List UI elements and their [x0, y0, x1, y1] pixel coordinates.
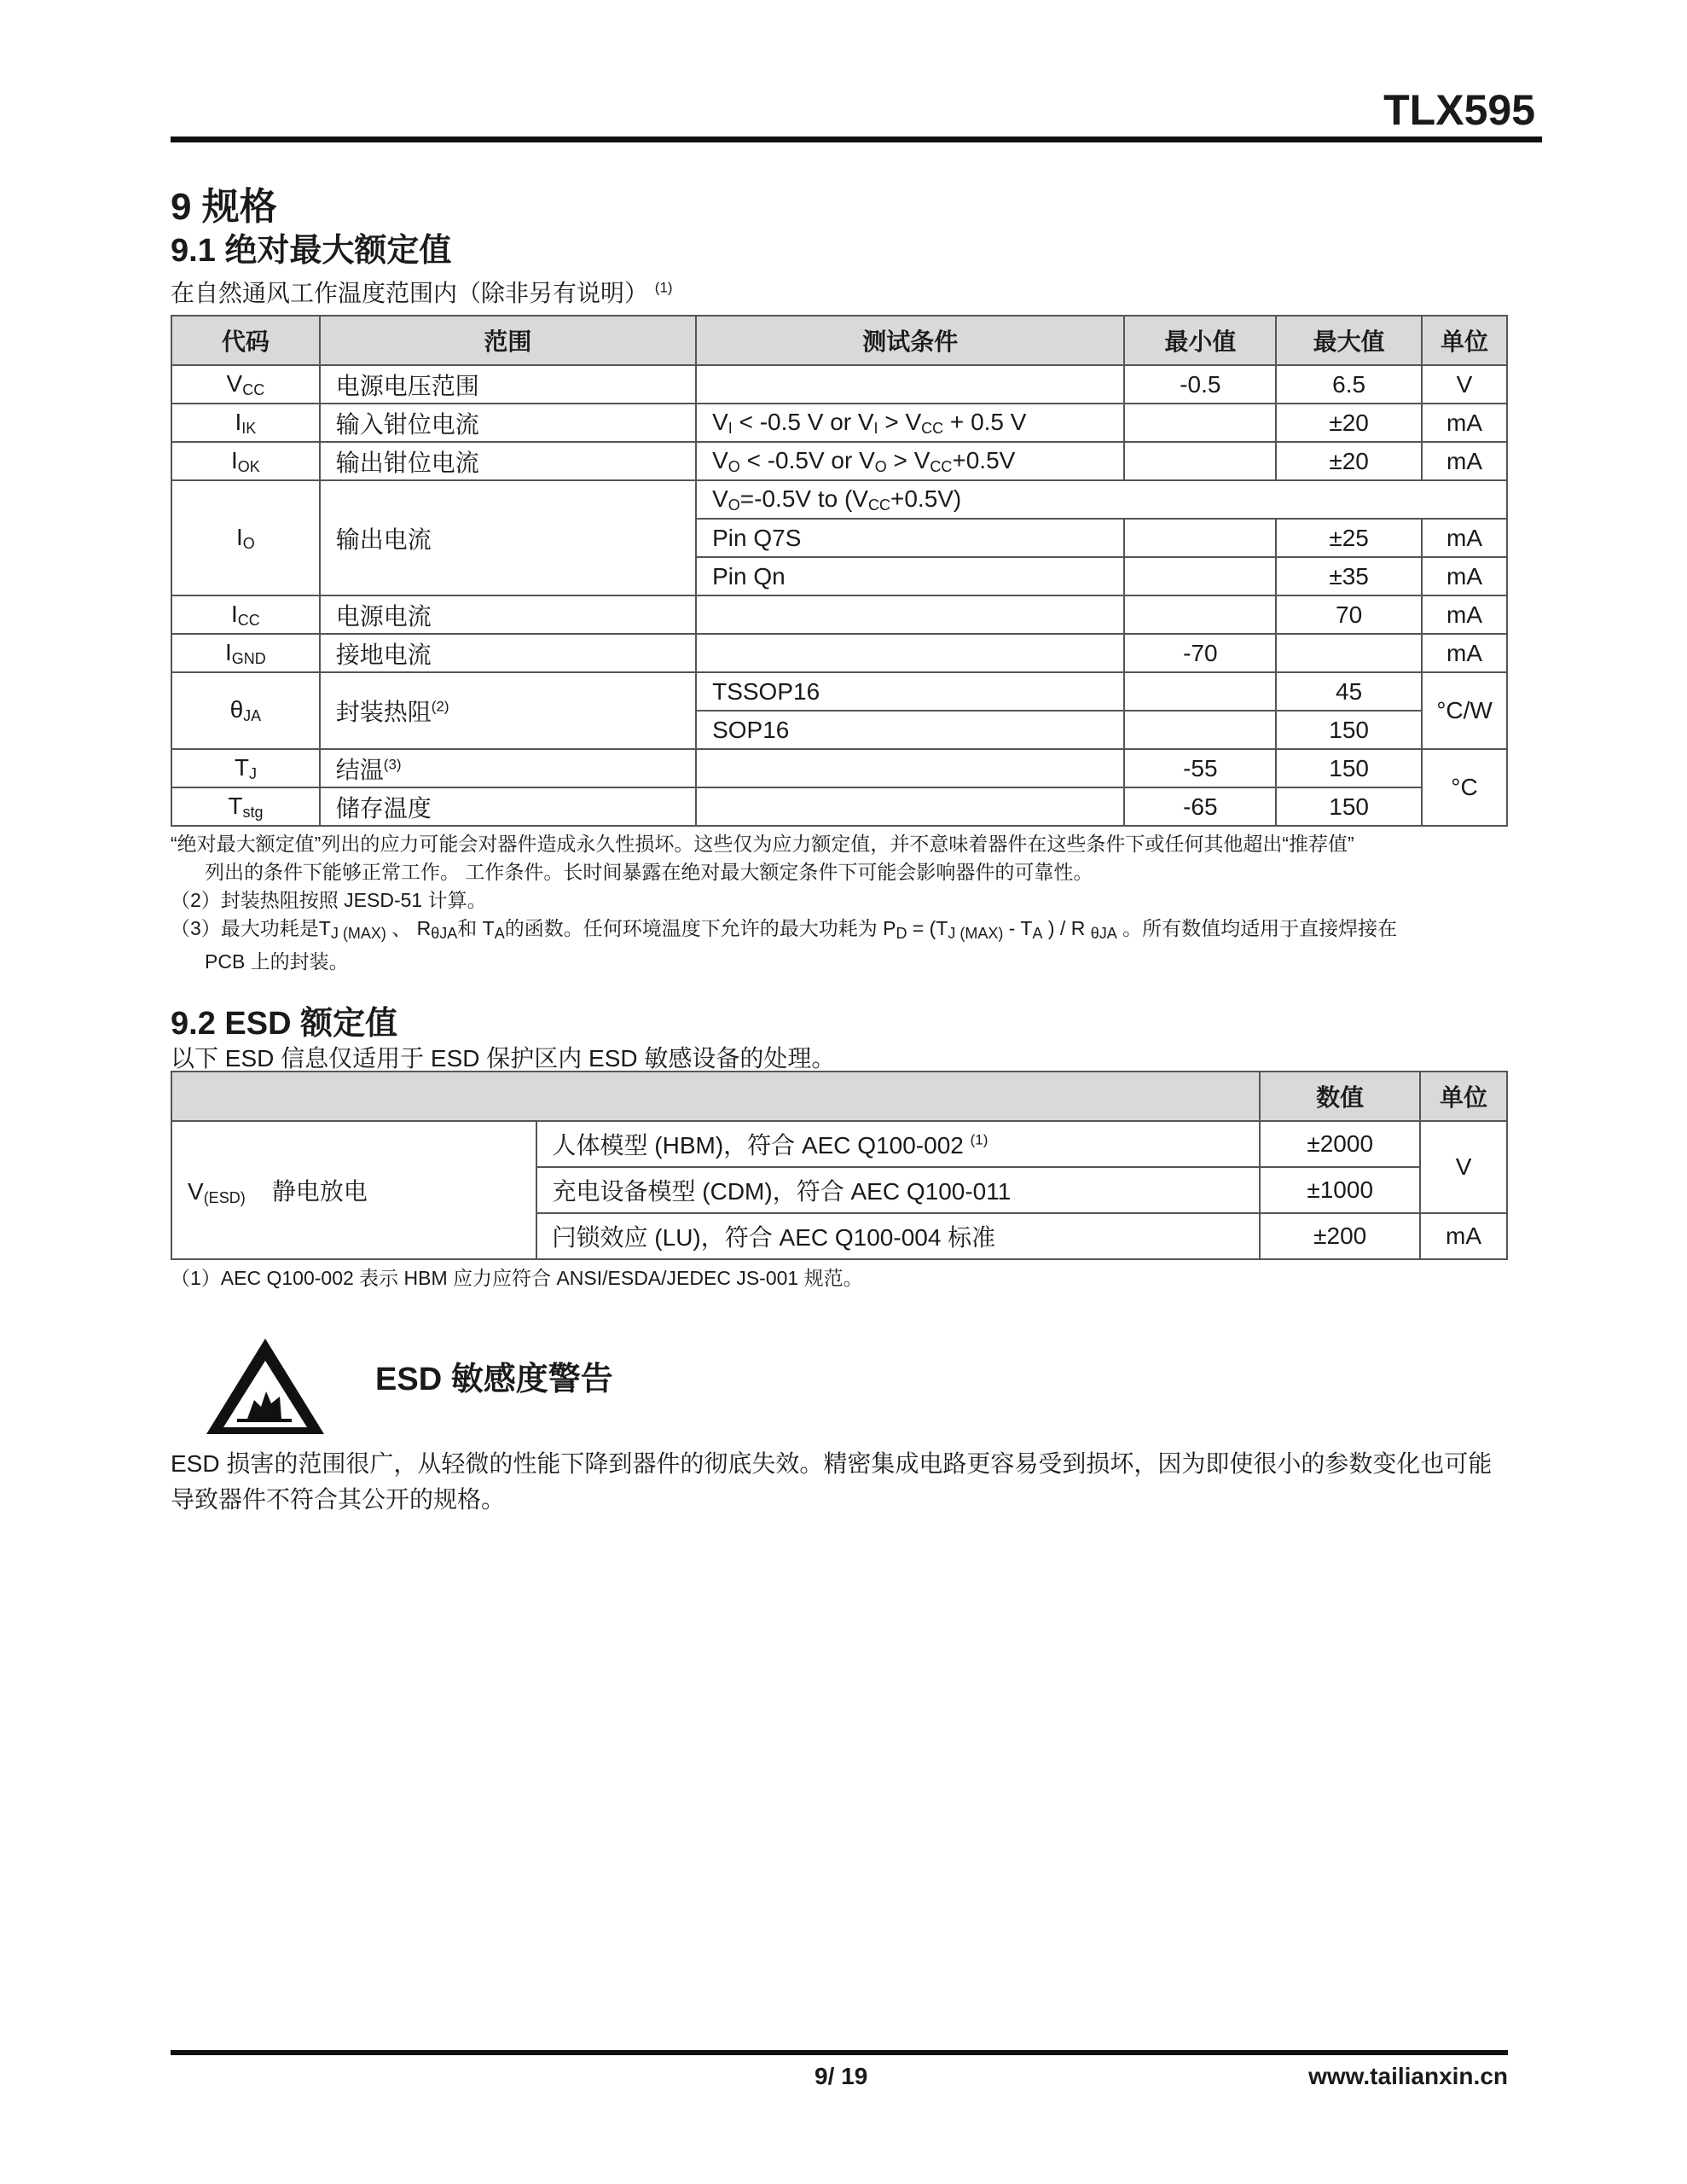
symbol-cell: $\theta_{JA}$ — [171, 672, 320, 749]
table-row — [171, 480, 1507, 519]
unit-cell: V — [1422, 365, 1507, 404]
parameter-name: 接地电流 — [320, 634, 696, 672]
document-part-number: TLX595 — [1383, 86, 1535, 134]
unit-cell: V — [1420, 1121, 1507, 1213]
parameter-name: 储存温度 — [320, 787, 696, 826]
table-caption: 以下 ESD 信息仅适用于 ESD 保护区内 ESD 敏感设备的处理。 — [171, 1045, 836, 1072]
max-cell: 70 — [1276, 595, 1422, 634]
page-number: 9/ 19 — [815, 2063, 868, 2089]
table-row — [171, 1121, 1507, 1167]
header-range: 范围 — [320, 316, 696, 365]
parameter-name: 输出电流 — [320, 480, 696, 595]
symbol-cell: $T_J$ — [171, 749, 320, 787]
parameter-name: 电源电流 — [320, 595, 696, 634]
footnote-1-cont: 列出的条件下能够正常工作。 工作条件。长时间暴露在绝对最大额定条件下可能会影响器件的可靠性。 — [205, 861, 1093, 883]
max-cell: ±20 — [1276, 404, 1422, 442]
condition-cell — [696, 634, 1124, 672]
table-row — [171, 365, 1507, 404]
min-cell — [1124, 442, 1276, 480]
header-rule — [171, 136, 1542, 142]
table-caption — [171, 275, 673, 309]
min-cell: -55 — [1124, 749, 1276, 787]
symbol-cell: $I_{IK}$ — [171, 404, 320, 442]
max-cell: 6.5 — [1276, 365, 1422, 404]
header-min: 最小值 — [1124, 316, 1276, 365]
symbol-cell: $I_O$ — [171, 480, 320, 595]
warning-title: ESD 敏感度警告 — [375, 1362, 613, 1397]
value-cell: ±2000 — [1260, 1121, 1420, 1167]
unit-cell: mA — [1422, 442, 1507, 480]
max-cell: ±25 — [1276, 519, 1422, 557]
caption-text: 在自然通风工作温度范围内（除非另有说明） — [171, 280, 649, 306]
website-url: www.tailianxin.cn — [1308, 2063, 1508, 2089]
unit-cell: mA — [1420, 1213, 1507, 1259]
min-cell: -0.5 — [1124, 365, 1276, 404]
min-cell — [1124, 711, 1276, 749]
header-unit: 单位 — [1422, 316, 1507, 365]
condition-cell: Pin Q7S — [696, 519, 1124, 557]
max-cell: 150 — [1276, 787, 1422, 826]
footnote-2: （2）封装热阻按照 JESD-51 计算。 — [171, 889, 487, 911]
condition-cell: $V_O=-0.5V$ to $(V_{CC}+0.5V)$ — [696, 480, 1507, 519]
table-row — [171, 749, 1507, 787]
symbol-cell: $I_{CC}$ — [171, 595, 320, 634]
condition-cell — [696, 749, 1124, 787]
condition-cell: $V_O < -0.5V$ or $V_O > V_{CC}+0.5V$ — [696, 442, 1124, 480]
table-row — [171, 634, 1507, 672]
esd-sensitive-icon — [203, 1335, 328, 1438]
unit-cell: mA — [1422, 557, 1507, 595]
footnote-3-cont: PCB 上的封装。 — [205, 950, 349, 973]
value-cell: ±200 — [1260, 1213, 1420, 1259]
footer-rule — [171, 2050, 1508, 2055]
table-footnote: （1）AEC Q100-002 表示 HBM 应力应符合 ANSI/ESDA/JEDEC JS-001 规范。 — [171, 1267, 863, 1289]
header-value: 数值 — [1260, 1072, 1420, 1121]
table-header-row — [171, 1072, 1507, 1121]
header-condition: 测试条件 — [696, 316, 1124, 365]
condition-cell — [696, 595, 1124, 634]
header-blank — [171, 1072, 1260, 1121]
table-row — [171, 404, 1507, 442]
max-cell: 150 — [1276, 711, 1422, 749]
parameter-name: 输出钳位电流 — [320, 442, 696, 480]
max-cell: ±35 — [1276, 557, 1422, 595]
condition-cell: SOP16 — [696, 711, 1124, 749]
esd-ratings-table — [171, 1071, 1508, 1260]
parameter-name: 封装热阻$^{(2)}$ — [320, 672, 696, 749]
condition-cell: 闩锁效应 (LU)，符合 AEC Q100-004 标准 — [536, 1213, 1261, 1259]
warning-text: ESD 损害的范围很广，从轻微的性能下降到器件的彻底失效。精密集成电路更容易受到损坏，因为即使很小的参数变化也可能导致器件不符合其公开的规格。 — [171, 1450, 1493, 1513]
min-cell — [1124, 557, 1276, 595]
header-unit: 单位 — [1420, 1072, 1507, 1121]
footnote-1: “绝对最大额定值”列出的应力可能会对器件造成永久性损坏。这些仅为应力额定值，并不意味着器件在这些条件下或任何其他超出“推荐值” — [171, 833, 1354, 855]
min-cell — [1124, 595, 1276, 634]
symbol-cell: $T_{stg}$ — [171, 787, 320, 826]
parameter-name: 结温$^{(3)}$ — [320, 749, 696, 787]
min-cell: -70 — [1124, 634, 1276, 672]
symbol-cell: $I_{GND}$ — [171, 634, 320, 672]
header-code: 代码 — [171, 316, 320, 365]
value-cell: ±1000 — [1260, 1167, 1420, 1213]
min-cell — [1124, 519, 1276, 557]
condition-cell: Pin Qn — [696, 557, 1124, 595]
min-cell — [1124, 404, 1276, 442]
max-cell: 150 — [1276, 749, 1422, 787]
symbol-cell: $V_{CC}$ — [171, 365, 320, 404]
unit-cell: °C/W — [1422, 672, 1507, 749]
caption-note-ref: (1) — [654, 279, 673, 296]
parameter-name: 输入钳位电流 — [320, 404, 696, 442]
subsection-heading-abs-max: 9.1 绝对最大额定值 — [171, 233, 452, 269]
symbol-cell: $V_{(ESD)}$ 静电放电 — [171, 1121, 536, 1259]
min-cell — [1124, 672, 1276, 711]
table-row — [171, 672, 1507, 711]
condition-cell — [696, 365, 1124, 404]
condition-cell: $V_I < -0.5$ V or $V_I > V_{CC} + 0.5$ V — [696, 404, 1124, 442]
parameter-name: 电源电压范围 — [320, 365, 696, 404]
condition-cell: 人体模型 (HBM)，符合 AEC Q100-002 $^{(1)}$ — [536, 1121, 1261, 1167]
table-row — [171, 442, 1507, 480]
max-cell: ±20 — [1276, 442, 1422, 480]
max-cell — [1276, 634, 1422, 672]
header-max: 最大值 — [1276, 316, 1422, 365]
subsection-heading-esd: 9.2 ESD 额定值 — [171, 1006, 398, 1042]
table-row — [171, 595, 1507, 634]
min-cell: -65 — [1124, 787, 1276, 826]
condition-cell: TSSOP16 — [696, 672, 1124, 711]
table-footnotes — [171, 830, 1518, 976]
unit-cell: mA — [1422, 519, 1507, 557]
table-row — [171, 787, 1507, 826]
unit-cell: mA — [1422, 404, 1507, 442]
condition-cell — [696, 787, 1124, 826]
footnote-3: （3）最大功耗是$T_{J (MAX)}$ 、 $R_{\theta JA}$和 $T_A$的函数。任何环境温度下允许的最大功耗为 $P_D = (T_{J (MAX)} - T_A$ ) / R $_{\theta JA}$ 。所有数值均适用于直接焊接在 — [171, 917, 1398, 942]
unit-cell: mA — [1422, 595, 1507, 634]
max-cell: 45 — [1276, 672, 1422, 711]
condition-cell: 充电设备模型 (CDM)，符合 AEC Q100-011 — [536, 1167, 1261, 1213]
table-header-row — [171, 316, 1507, 365]
unit-cell: °C — [1422, 749, 1507, 826]
symbol-cell: $I_{OK}$ — [171, 442, 320, 480]
unit-cell: mA — [1422, 634, 1507, 672]
abs-max-ratings-table — [171, 315, 1508, 827]
section-heading: 9 规格 — [171, 186, 277, 228]
